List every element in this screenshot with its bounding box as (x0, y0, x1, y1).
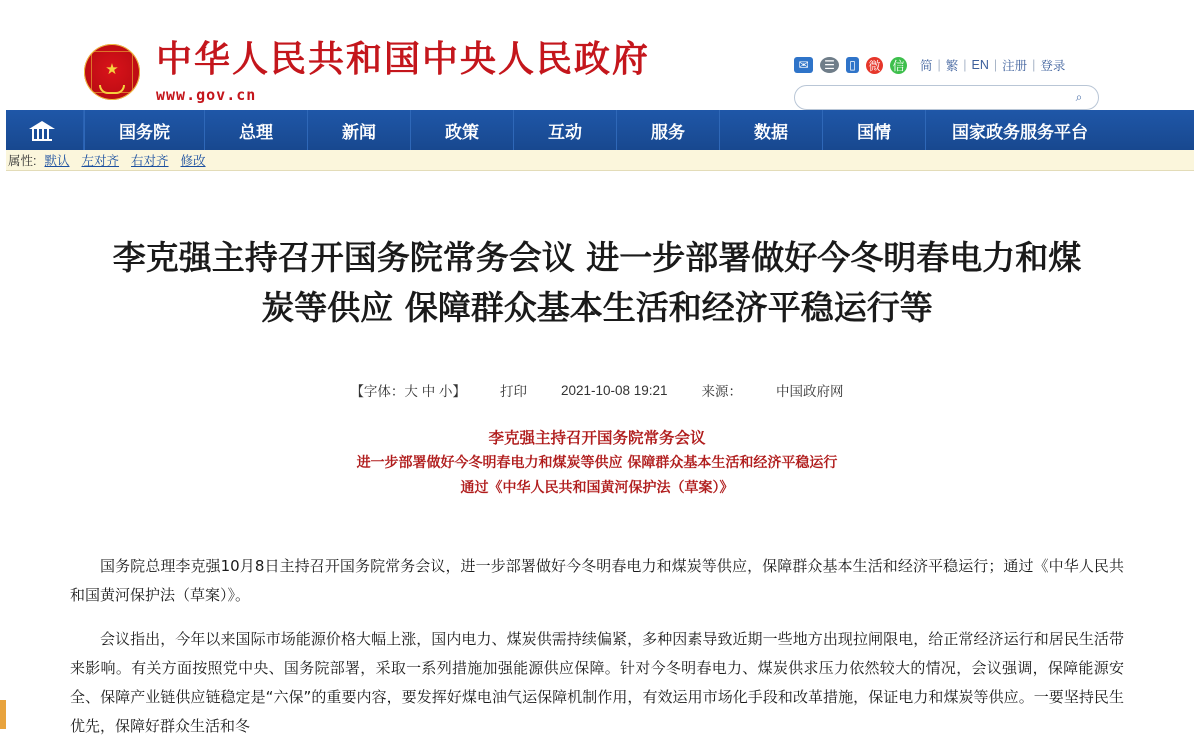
subtitle-line-3: 通过《中华人民共和国黄河保护法（草案）》 (460, 479, 734, 496)
article-body (70, 552, 1124, 742)
search-box[interactable] (794, 85, 1099, 110)
site-title-block (156, 39, 651, 104)
nav-item-guowuyuan[interactable]: 国务院 (84, 110, 204, 150)
login-link[interactable]: 登录 (1040, 59, 1066, 73)
mail-icon[interactable]: ✉ (794, 57, 813, 73)
site-url: www.gov.cn (156, 86, 257, 104)
header-icon-row (794, 54, 1104, 76)
main-navigation (0, 110, 1194, 150)
source-label: 来源： (701, 384, 743, 399)
lang-english-link[interactable]: EN (971, 58, 989, 72)
nav-item-zongli[interactable]: 总理 (204, 110, 307, 150)
article-paragraph: 会议指出，今年以来国际市场能源价格大幅上涨，国内电力、煤炭供需持续偏紧，多种因素导致近期一些地方出现拉闸限电，给正常经济运行和居民生活带来影响。有关方面按照党中央、国务院部署，采取一系列措施加强能源供应保障。针对今冬明春电力、煤炭供求压力依然较大的情况，会议强调，保障能源安全、保障产业链供应链稳定是“六保”的重要内容，要发挥好煤电油气运保障机制作用，有效运用市场化手段和改革措施，保证电力和煤炭等供应。一要坚持民生优先，保障好群众生活和冬 (70, 629, 1124, 736)
search-icon[interactable]: ⌕ (1070, 89, 1088, 107)
nav-item-guoqing[interactable]: 国情 (822, 110, 925, 150)
wechat-icon[interactable]: 信 (890, 57, 907, 74)
article-container (0, 233, 1194, 742)
attribute-toolbar (0, 150, 1194, 171)
nav-item-fuwu[interactable]: 服务 (616, 110, 719, 150)
register-link[interactable]: 注册 (1002, 59, 1028, 73)
attr-option-align-right[interactable]: 右对齐 (131, 154, 169, 168)
chat-icon[interactable]: ☰ (820, 57, 839, 73)
weibo-icon[interactable]: 微 (866, 57, 883, 74)
nav-home-icon[interactable] (0, 110, 84, 150)
nav-item-zhengce[interactable]: 政策 (410, 110, 513, 150)
header-utility-area (794, 54, 1104, 110)
attribute-label: 属性: (8, 154, 37, 168)
subtitle-line-1: 李克强主持召开国务院常务会议 (488, 428, 706, 447)
nav-item-hudong[interactable]: 互动 (513, 110, 616, 150)
site-header (0, 0, 1194, 110)
article-paragraph: 国务院总理李克强10月8日主持召开国务院常务会议，进一步部署做好今冬明春电力和煤炭等供应，保障群众基本生活和经济平稳运行；通过《中华人民共和国黄河保护法（草案）》。 (70, 557, 1124, 605)
article-meta (70, 380, 1124, 400)
emblem-icon (84, 44, 140, 100)
page-title: 李克强主持召开国务院常务会议 进一步部署做好今冬明春电力和煤炭等供应 保障群众基本生活和经济平稳运行等 (112, 238, 1082, 327)
publish-time: 2021-10-08 19:21 (560, 382, 668, 398)
article-subtitles (70, 424, 1124, 500)
site-title: 中华人民共和国中央人民政府 (156, 39, 651, 80)
gear-shape-icon (99, 85, 125, 94)
font-size-control[interactable]: 【字体：大 中 小】 (350, 384, 466, 399)
star-icon: ★ (105, 60, 119, 78)
mobile-icon[interactable]: ▯ (846, 57, 859, 73)
source-value: 中国政府网 (776, 384, 844, 399)
lang-traditional-link[interactable]: 繁 (945, 59, 959, 73)
scroll-indicator (0, 700, 6, 729)
nav-item-shuju[interactable]: 数据 (719, 110, 822, 150)
print-label[interactable]: 打印 (499, 384, 527, 399)
home-icon (29, 121, 55, 139)
nav-item-xinwen[interactable]: 新闻 (307, 110, 410, 150)
nav-item-zhengwu-platform[interactable]: 国家政务服务平台 (925, 110, 1114, 150)
link-separator-3: | (993, 58, 998, 72)
attr-option-default[interactable]: 默认 (44, 154, 70, 168)
link-separator-2: | (963, 58, 967, 72)
header-links (920, 56, 1065, 74)
search-input[interactable] (805, 90, 1070, 106)
attr-option-align-left[interactable]: 左对齐 (81, 154, 120, 168)
national-emblem-logo[interactable] (84, 44, 142, 102)
subtitle-line-2: 进一步部署做好今冬明春电力和煤炭等供应 保障群众基本生活和经济平稳运行 (356, 455, 838, 472)
lang-simplified-link[interactable]: 简 (920, 59, 933, 73)
link-separator-1: | (937, 58, 941, 72)
attr-option-modify[interactable]: 修改 (180, 154, 206, 168)
link-separator-4: | (1032, 58, 1036, 72)
